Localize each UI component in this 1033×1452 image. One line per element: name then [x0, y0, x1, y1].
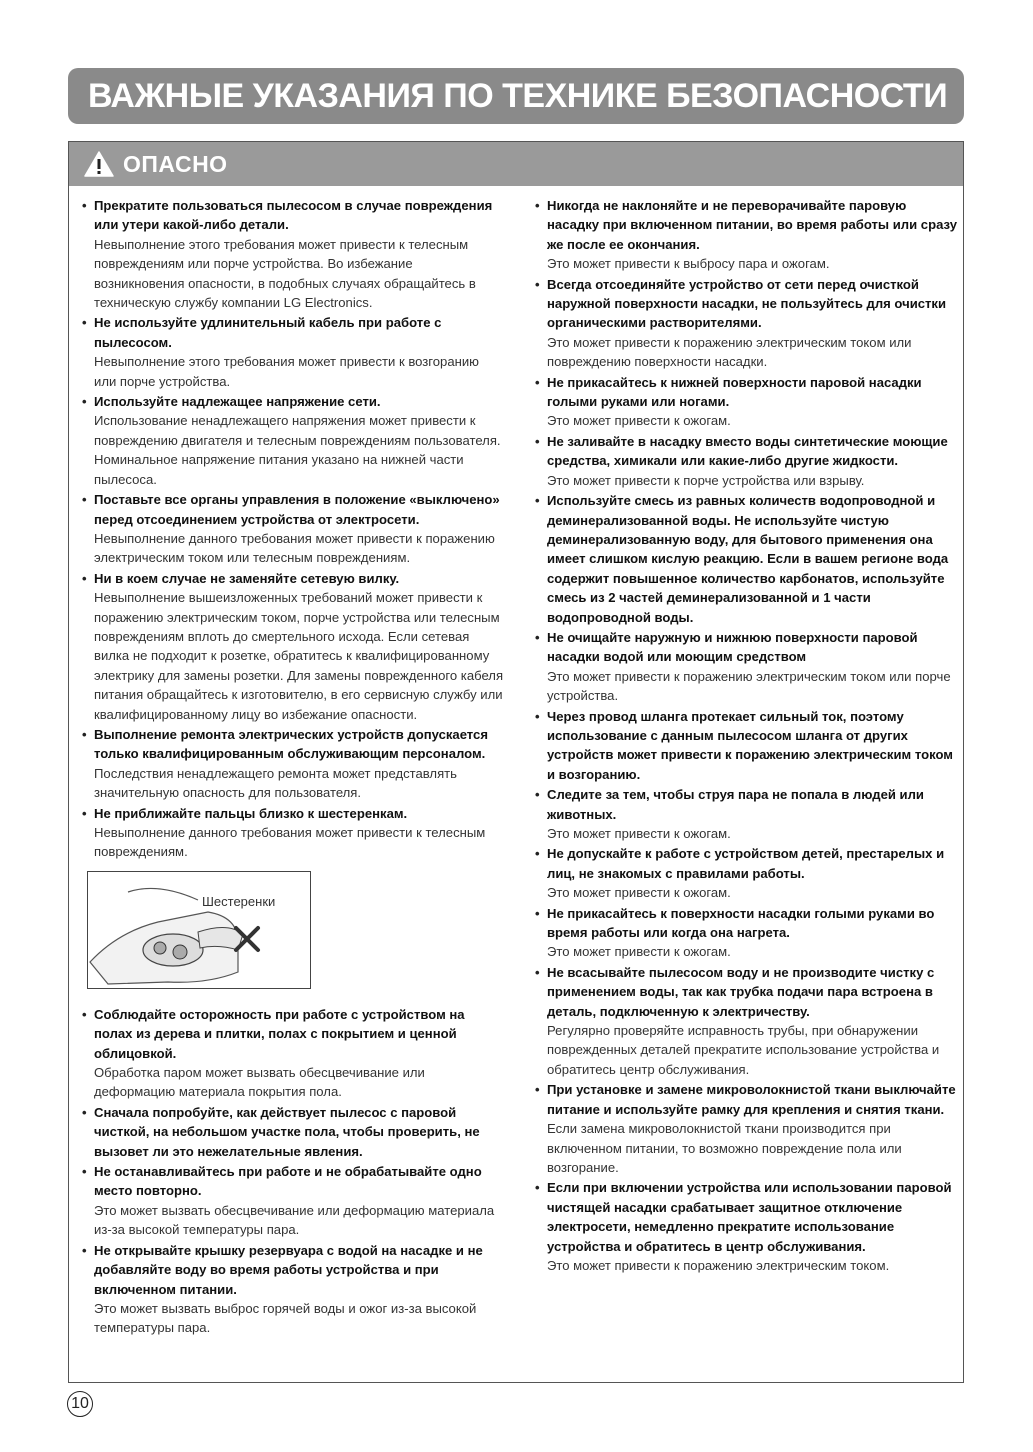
warning-item — [79, 725, 504, 803]
warning-item — [532, 844, 957, 902]
warning-heading: • Не прикасайтесь к нижней поверхности паровой насадки голыми руками или ногами. — [547, 374, 922, 410]
warning-item — [79, 490, 504, 568]
page-number: 10 — [67, 1391, 93, 1417]
warning-heading: • Не открывайте крышку резервуара с водой на насадке и не добавляйте воду во время работы устройства и при включенном питании. — [94, 1242, 483, 1297]
warning-description: Это может вызвать выброс горячей воды и ожог из-за высокой температуры пара. — [94, 1300, 477, 1336]
warning-description: Это может привести к ожогам. — [547, 413, 731, 429]
warning-description: Последствия ненадлежащего ремонта может представлять значительную опасность для пользователя. — [94, 765, 457, 801]
warning-heading: • Ни в коем случае не заменяйте сетевую вилку. — [94, 570, 400, 586]
warning-description: Невыполнение вышеизложенных требований может привести к поражению электрическим током, порче устройства или телесным повреждениям вплоть до смертельного исхода. Если сетевая вилка не подходит к розетке, обратитесь к квалифицированному электрику для замены розетки. Для замены поврежденного кабеля питания обращайтесь к изготовителю, в его сервисную службу или квалифицированному лицу во избежание опасности. — [94, 590, 504, 722]
left-warnings-list — [79, 196, 504, 862]
warning-description: Это может привести к поражению электрическим током. — [547, 1257, 890, 1273]
warning-heading: • Следите за тем, чтобы струя пара не попала в людей или животных. — [547, 787, 924, 822]
warning-item — [532, 963, 957, 1079]
warning-heading: • Соблюдайте осторожность при работе с устройством на полах из дерева и плитки, полах с покрытием и ценной облицовкой. — [94, 1006, 465, 1061]
warning-description: Если замена микроволокнистой ткани производится при включенном питании, то возможно повреждение пола или возгорание. — [547, 1121, 902, 1175]
left-column — [79, 196, 504, 1339]
warning-heading: • Не очищайте наружную и нижнюю поверхности паровой насадки водой или моющим средством — [547, 629, 918, 665]
warning-heading: • Если при включении устройства или использовании паровой чистящей насадки срабатывает защитное отключение электросети, немедленно прекратите использование устройства и обратитесь в центр обслуживания. — [547, 1180, 952, 1254]
warning-item — [532, 373, 957, 431]
left-warnings-list-2 — [79, 1005, 504, 1338]
warning-description: Невыполнение этого требования может привести к возгоранию или порче устройства. — [94, 354, 479, 389]
warning-item — [532, 1178, 957, 1275]
warning-description: Это может вызвать обесцвечивание или деформацию материала из-за высокой температуры пара. — [94, 1202, 495, 1238]
warning-heading: • Никогда не наклоняйте и не переворачивайте паровую насадку при включенном питании, во время работы или сразу же после ее окончания. — [547, 198, 957, 252]
warning-description: Это может привести к ожогам. — [547, 885, 731, 901]
warning-item — [532, 491, 957, 627]
warning-item — [532, 432, 957, 490]
vacuum-gears-drawing — [88, 872, 310, 988]
gears-illustration — [87, 871, 311, 989]
warning-description: Это может привести к выбросу пара и ожогам. — [547, 256, 830, 272]
warning-item — [532, 1080, 957, 1177]
warning-description: Это может привести к поражению электрическим током или повреждению поверхности насадки. — [547, 334, 912, 370]
warning-heading: • Выполнение ремонта электрических устройств допускается только квалифицированным обслуживающим персоналом. — [94, 726, 488, 762]
warning-triangle-icon — [83, 150, 115, 178]
warning-item — [79, 804, 504, 862]
warning-heading: • Всегда отсоединяйте устройство от сети перед очисткой наружной поверхности насадки, не пользуйтесь для очистки органическими растворителями. — [547, 276, 947, 331]
warning-item — [79, 196, 504, 312]
warning-heading: • Не останавливайтесь при работе и не обрабатывайте одно место повторно. — [94, 1164, 482, 1199]
warning-item — [79, 569, 504, 724]
warning-description: Невыполнение данного требования может привести к поражению электрическим током или телесным повреждениям. — [94, 530, 495, 566]
warning-description: Обработка паром может вызвать обесцвечивание или деформацию материала покрытия пола. — [94, 1065, 425, 1100]
warning-heading: • Сначала попробуйте, как действует пылесос с паровой чисткой, на небольшом участке пола, чтобы проверить, не вызовет ли это нежелательные явления. — [94, 1104, 480, 1159]
warning-heading: • Поставьте все органы управления в положение «выключено» перед отсоединением устройства от электросети. — [94, 492, 500, 527]
warning-description: Это может привести к порче устройства или взрыву. — [547, 472, 865, 488]
warning-heading: • Не заливайте в насадку вместо воды синтетические моющие средства, химикали или какие-либо другие жидкости. — [547, 433, 948, 469]
warning-description: Использование ненадлежащего напряжения может привести к повреждению двигателя и телесным повреждениям пользователя. Номинальное напряжение питания указано на нижней части пылесоса. — [94, 413, 501, 487]
warning-heading: • Через провод шланга протекает сильный ток, поэтому использование с данным пылесосом шланга от других устройств может привести к поражению электрическим током и возгоранию. — [547, 708, 953, 782]
safety-panel — [68, 141, 964, 1383]
warning-item — [79, 1005, 504, 1102]
danger-header — [69, 142, 963, 186]
warning-item — [532, 707, 957, 785]
warning-description: Это может привести к поражению электрическим током или порче устройства. — [547, 668, 951, 704]
warning-heading: • Не допускайте к работе с устройством детей, престарелых и лиц, не знакомых с правилами работы. — [547, 846, 945, 881]
warning-heading: • Не всасывайте пылесосом воду и не производите чистку с применением воды, так как трубка подачи пара встроена в деталь, подключенную к электричеству. — [547, 964, 935, 1019]
warning-heading: • Не используйте удлинительный кабель при работе с пылесосом. — [94, 315, 442, 350]
warning-heading: • Прекратите пользоваться пылесосом в случае повреждения или утери какой-либо детали. — [94, 198, 493, 233]
warning-heading: • При установке и замене микроволокнистой ткани выключайте питание и используйте рамку для крепления и снятия ткани. — [547, 1082, 956, 1117]
page-title: ВАЖНЫЕ УКАЗАНИЯ ПО ТЕХНИКЕ БЕЗОПАСНОСТИ — [88, 76, 948, 115]
warning-description: Это может привести к ожогам. — [547, 826, 731, 841]
warning-heading: • Не приближайте пальцы близко к шестеренкам. — [94, 805, 408, 821]
warning-item — [532, 904, 957, 962]
warning-item — [532, 785, 957, 843]
warning-item — [532, 196, 957, 274]
warning-description: Это может привести к ожогам. — [547, 944, 731, 960]
danger-label: ОПАСНО — [123, 150, 228, 177]
warning-item — [79, 1162, 504, 1240]
warning-item — [532, 628, 957, 706]
warning-item — [532, 275, 957, 372]
warning-heading: • Используйте смесь из равных количеств водопроводной и деминерализованной воды. Не используйте чистую деминерализованную воду, для бытового применения она имеет слишком кислую реакцию. Если в вашем регионе вода содержит повышенное количество карбонатов, используйте смесь из 2 частей деминерализованной и 1 части водопроводной воды. — [547, 493, 949, 625]
figure-label: Шестеренки — [200, 892, 277, 911]
title-banner — [68, 68, 964, 124]
warning-item — [79, 392, 504, 489]
warning-heading: • Используйте надлежащее напряжение сети. — [94, 394, 381, 410]
warning-description: Невыполнение данного требования может привести к телесным повреждениям. — [94, 825, 486, 860]
warning-item — [79, 1241, 504, 1338]
warning-item — [79, 313, 504, 391]
warning-description: Регулярно проверяйте исправность трубы, при обнаружении поврежденных деталей прекратите использование устройства и обратитесь центр обслуживания. — [547, 1023, 940, 1077]
right-warnings-list — [532, 196, 957, 1275]
warning-description: Невыполнение этого требования может привести к телесным повреждениям или порче устройства. Во избежание возникновения опасности, в подобных случаях обращайтесь в техническую службу компании LG Electronics. — [94, 236, 476, 311]
right-column — [532, 196, 957, 1276]
warning-item — [79, 1103, 504, 1161]
warning-heading: • Не прикасайтесь к поверхности насадки голыми руками во время работы или когда она нагрета. — [547, 905, 935, 941]
